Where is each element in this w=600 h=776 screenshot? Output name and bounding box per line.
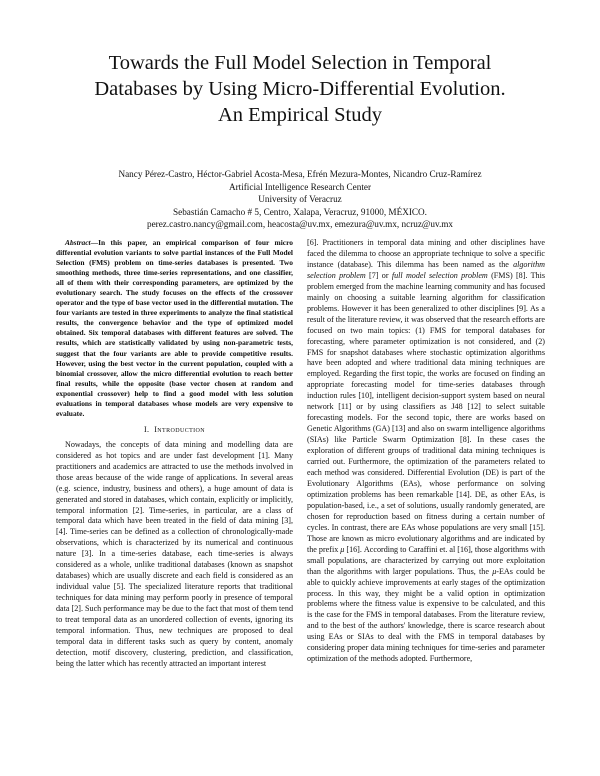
affiliation-line: Sebastián Camacho # 5, Centro, Xalapa, Veracruz, 91000, MÉXICO. bbox=[173, 206, 427, 217]
text-run: [7] or bbox=[365, 270, 392, 280]
text-run-italic: algorithm selection problem bbox=[307, 259, 545, 280]
title-line: Towards the Full Model Selection in Temporal bbox=[108, 52, 492, 74]
affiliation-line: University of Veracruz bbox=[258, 194, 342, 204]
text-run: [6]. Practitioners in temporal data mining and other disciplines have faced the dilemma to choose an appropriate technique to solve a specific instance (database). This dilemma has been named as the bbox=[307, 238, 545, 269]
intro-paragraph-continued bbox=[307, 238, 545, 665]
author-names: Nancy Pérez-Castro, Héctor-Gabriel Acosta-Mesa, Efrén Mezura-Montes, Nicandro Cruz-Ramírez bbox=[118, 169, 482, 179]
section-heading-introduction bbox=[56, 425, 293, 436]
affiliation-line: Artificial Intelligence Research Center bbox=[228, 181, 372, 192]
intro-paragraph: Nowadays, the concepts of data mining and modelling data are considered as hot topics and are under fast development [1]. Many practitioners and academics are attracted to use the methods involved in those areas because of the wide range of applications. In several areas (e.g. science, industry, business and others), a huge amount of data is generated and stored in databases, which contain, explicitly or implicitly, temporal information [2]. Time-series, in particular, are a class of temporal data which have been treated in the field of data mining [3], [4]. Time-series can be defined as a collection of chronologically-made observations, which is characterized by its numerical and continuous nature [3]. In a time-series database, each time-series is always considered as a whole, unlike traditional databases (known as snapshot databases) which are usually discrete and each field is considered as an individual value [5]. The specialized literature reports that traditional techniques for data mining may perform poorly in presence of temporal data [2]. Such performance may be due to the fact that most of them tend to treat temporal data as an unordered collection of events, ignoring its temporal information. Thus, new techniques are proposed to deal temporal data in different tasks such as query by content, anomaly detection, motif discovery, clustering, prediction, and classification, being the latter which has recently attracted an important interest bbox=[56, 439, 293, 668]
left-column bbox=[56, 238, 293, 670]
section-number: I. bbox=[143, 424, 150, 434]
text-run-italic: full model selection problem bbox=[391, 270, 488, 280]
text-run: (FMS) [8]. This problem emerged from the machine learning community and has focused mainly on choosing a suitable learning algorithm for classification problems. However it has been generalized to other disciplines [9]. As a result of the literature review, it was observed that the research efforts are focused on two main topics: (1) FMS for temporal databases for forecasting, where parameter optimization is not considered, and (2) FMS for snapshot databases where stochastic optimization algorithms have been adopted and where traditional data mining techniques are employed. Regarding the first topic, the works are focused on finding an appropriate forecasting model for time-series databases through induction rules [10], intelligent decision-support system based on neural network [11] or by using classifiers as J48 [12] to select suitable forecasting models. For the second topic, there are works based on Genetic Algorithms (GA) [13] and also on swarm intelligence algorithms (SIAs) like Particle Swarm Optimization [8]. In these cases the exploration of different groups of traditional data mining techniques is carried out. Furthermore, the optimization of the parameters related to each method was considered. Differential Evolution (DE) is part of the Evolutionary Algorithms (EAs), whose performance on solving optimization problems has been remarkable [14]. DE, as other EAs, is population-based, i.e., a set of solutions, usually randomly generated, are chosen for reproduction based on fitness during a certain number of cycles. In contrast, there are EAs whose populations are very small [15]. Those are known as micro evolutionary algorithms and are indicated by the prefix bbox=[307, 270, 545, 554]
abstract bbox=[56, 238, 293, 419]
right-column bbox=[307, 238, 545, 665]
abstract-lead: Abstract bbox=[65, 238, 91, 247]
title-line: Databases by Using Micro-Differential Evolution. bbox=[94, 78, 506, 100]
abstract-text: In this paper, an empirical comparison of four micro differential evolution variants to solve partial instances of the Full Model Selection (FMS) problem on time-series databases is presented. Two smoothing methods, three time-series representations, and one classifier, all of them with their corresponding parameters, are optimized by the evolutionary search. The study focuses on the effects of the crossover operator and the type of base vector used in the differential mutation. The four variants are tested in three experiments to analyze the final statistical results, the convergence behavior and the type of optimized model obtained. Six temporal databases with different features are solved. The results, which are statistically validated by using non-parametric tests, suggest that the four variants are able to provide competitive results. However, using the best vector in the current population, coupled with a binomial crossover, allow the micro differential evolution to reach better final results, while the opposite (base vector chosen at random and exponential crossover) help to find a good model with less solution evaluations in temporal databases whose models are very expensive to evaluate. bbox=[56, 238, 293, 418]
title-line: An Empirical Study bbox=[218, 104, 382, 126]
mu-symbol: μ bbox=[340, 544, 345, 554]
text-run: [16]. According to Caraffini et. al [16], those algorithms with small populations, are characterized by carrying out more exploitation than the algorithms with larger populations. Thus, the bbox=[307, 544, 545, 576]
paper-title bbox=[40, 50, 560, 128]
mu-symbol: μ bbox=[492, 566, 497, 576]
abstract-dash: — bbox=[90, 238, 99, 247]
text-run: -EAs could be able to quickly achieve improvements at early stages of the optimization process. In this way, they might be a valid option in optimization problems where the fitness value is expensive to be calculated, and this is the case for the FMS in temporal databases. From the literature review, and to the best of the authors' knowledge, there is scarce research about using EAs or SIAs to deal with the FMS in temporal databases by considering proper data mining techniques for time-series and parameter optimization of the methods adopted. Furthermore, bbox=[307, 566, 545, 664]
section-title: Introduction bbox=[154, 424, 206, 434]
author-emails: perez.castro.nancy@gmail.com, heacosta@uv.mx, emezura@uv.mx, ncruz@uv.mx bbox=[146, 219, 454, 229]
author-block bbox=[40, 168, 560, 231]
